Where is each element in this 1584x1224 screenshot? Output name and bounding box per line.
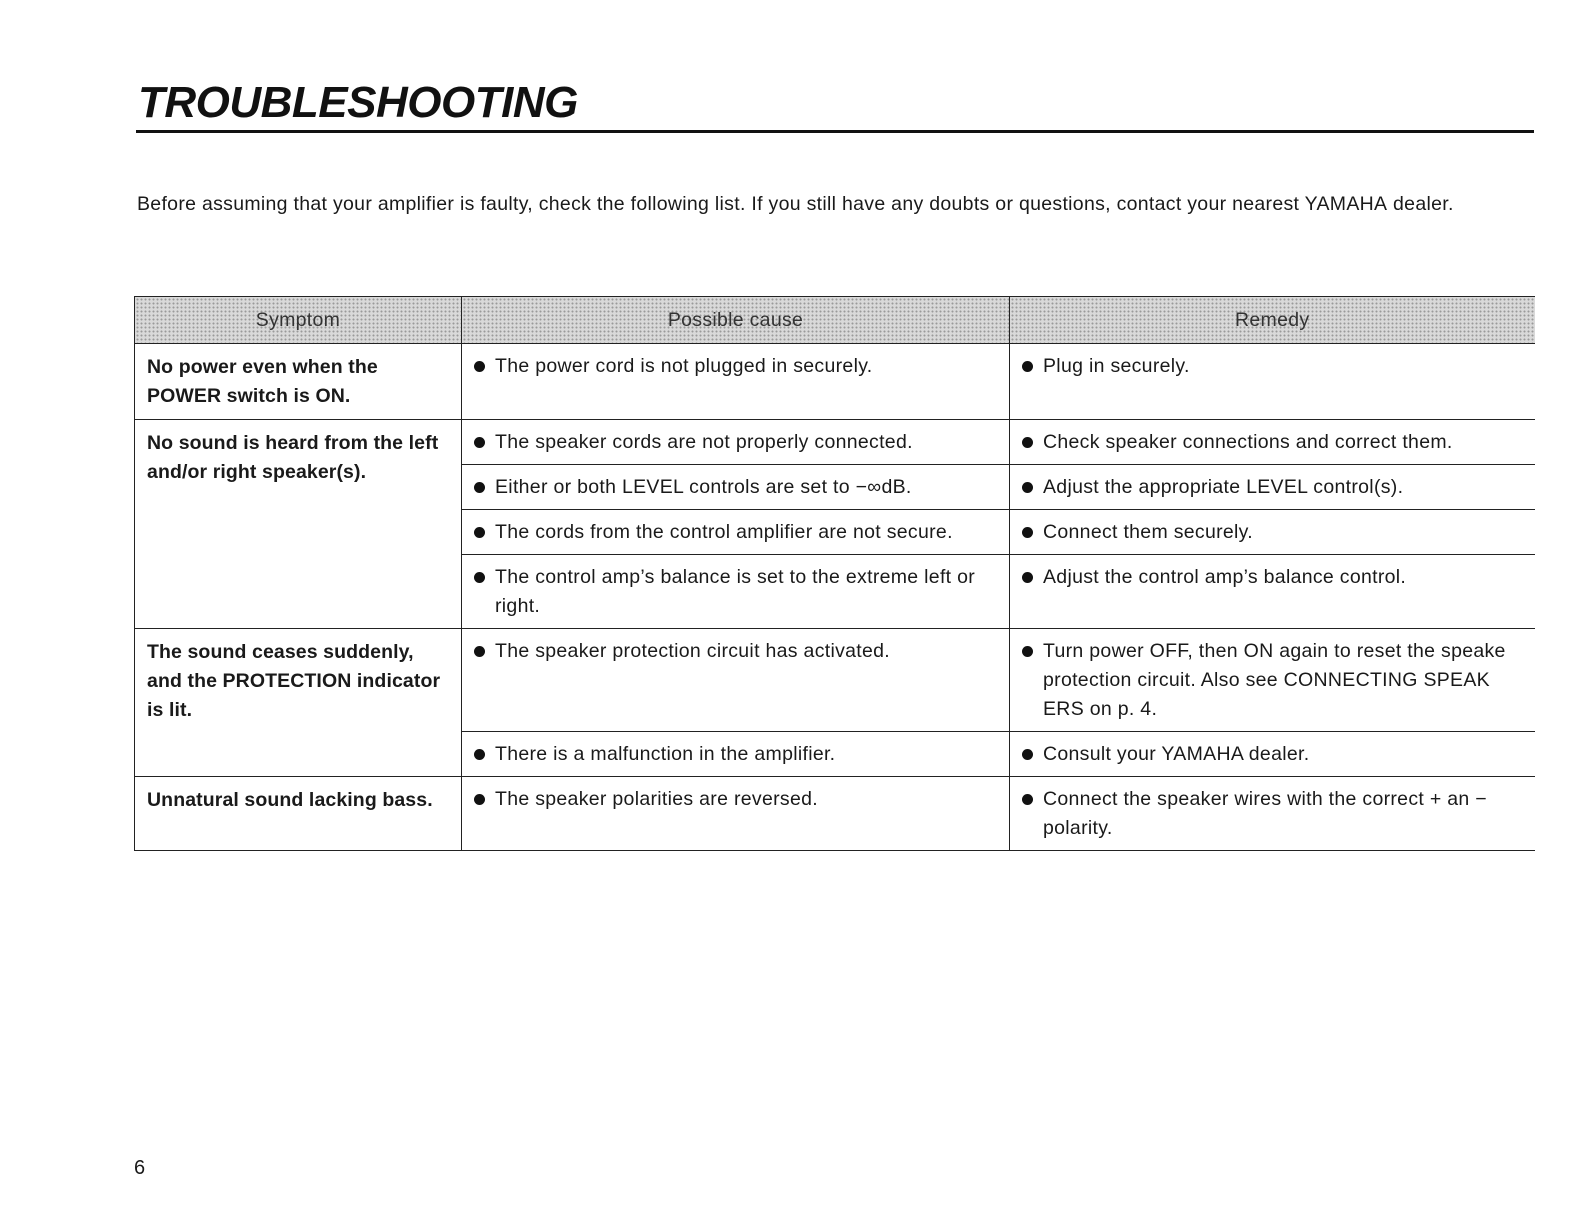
bullet-icon [1022, 572, 1033, 583]
cause-cell [462, 629, 1010, 732]
cause-text: There is a malfunction in the amplifier. [495, 743, 836, 765]
remedy-text: Plug in securely. [1043, 355, 1190, 377]
bullet-icon [1022, 437, 1033, 448]
remedy-cell [1010, 732, 1535, 777]
remedy-cell [1010, 344, 1535, 420]
header-remedy: Remedy [1010, 297, 1535, 344]
remedy-cell [1010, 420, 1535, 465]
remedy-cell [1010, 555, 1535, 629]
bullet-icon [1022, 646, 1033, 657]
page-title: TROUBLESHOOTING [138, 78, 578, 127]
remedy-cell [1010, 629, 1535, 732]
symptom-cell: No sound is heard from the left and/or right speaker(s). [135, 420, 462, 629]
cause-cell [462, 420, 1010, 465]
remedy-text: Consult your YAMAHA dealer. [1043, 743, 1310, 765]
table-row [135, 629, 1535, 732]
table-row [135, 344, 1535, 420]
bullet-icon [474, 482, 485, 493]
title-rule [136, 130, 1534, 133]
cause-cell [462, 777, 1010, 851]
remedy-text: Check speaker connections and correct them. [1043, 431, 1453, 453]
cause-cell [462, 555, 1010, 629]
remedy-cell [1010, 777, 1535, 851]
bullet-icon [1022, 482, 1033, 493]
cause-text: The speaker polarities are reversed. [495, 788, 818, 810]
remedy-text: Adjust the appropriate LEVEL control(s). [1043, 476, 1404, 498]
bullet-icon [474, 437, 485, 448]
cause-cell [462, 510, 1010, 555]
remedy-text: Connect the speaker wires with the correct + an − polarity. [1043, 788, 1487, 839]
cause-text: Either or both LEVEL controls are set to −∞dB. [495, 476, 912, 498]
table-header-row [135, 297, 1535, 344]
cause-text: The cords from the control amplifier are not secure. [495, 521, 953, 543]
bullet-icon [474, 646, 485, 657]
troubleshooting-table [134, 296, 1535, 851]
cause-text: The speaker protection circuit has activated. [495, 640, 891, 662]
remedy-cell [1010, 465, 1535, 510]
cause-text: The control amp’s balance is set to the extreme left or right. [495, 566, 976, 617]
table-row [135, 777, 1535, 851]
bullet-icon [474, 527, 485, 538]
bullet-icon [1022, 527, 1033, 538]
cause-cell [462, 732, 1010, 777]
symptom-cell: Unnatural sound lacking bass. [135, 777, 462, 851]
remedy-text: Turn power OFF, then ON again to reset the speake protection circuit. Also see CONNECTING SPEAK ERS on p. 4. [1043, 640, 1506, 720]
header-symptom: Symptom [135, 297, 462, 344]
header-possible-cause: Possible cause [462, 297, 1010, 344]
remedy-text: Connect them securely. [1043, 521, 1253, 543]
bullet-icon [1022, 749, 1033, 760]
bullet-icon [474, 572, 485, 583]
table-row [135, 420, 1535, 465]
cause-cell [462, 465, 1010, 510]
cause-text: The power cord is not plugged in securely. [495, 355, 873, 377]
bullet-icon [1022, 794, 1033, 805]
symptom-cell: The sound ceases suddenly, and the PROTECTION indicator is lit. [135, 629, 462, 777]
cause-text: The speaker cords are not properly connected. [495, 431, 913, 453]
remedy-text: Adjust the control amp’s balance control. [1043, 566, 1407, 588]
cause-cell [462, 344, 1010, 420]
symptom-cell: No power even when the POWER switch is ON. [135, 344, 462, 420]
bullet-icon [474, 794, 485, 805]
bullet-icon [474, 749, 485, 760]
bullet-icon [474, 361, 485, 372]
bullet-icon [1022, 361, 1033, 372]
remedy-cell [1010, 510, 1535, 555]
intro-paragraph: Before assuming that your amplifier is faulty, check the following list. If you still have any doubts or questions, contact your nearest YAMAHА dealer. [137, 193, 1454, 215]
page-number: 6 [134, 1157, 146, 1179]
